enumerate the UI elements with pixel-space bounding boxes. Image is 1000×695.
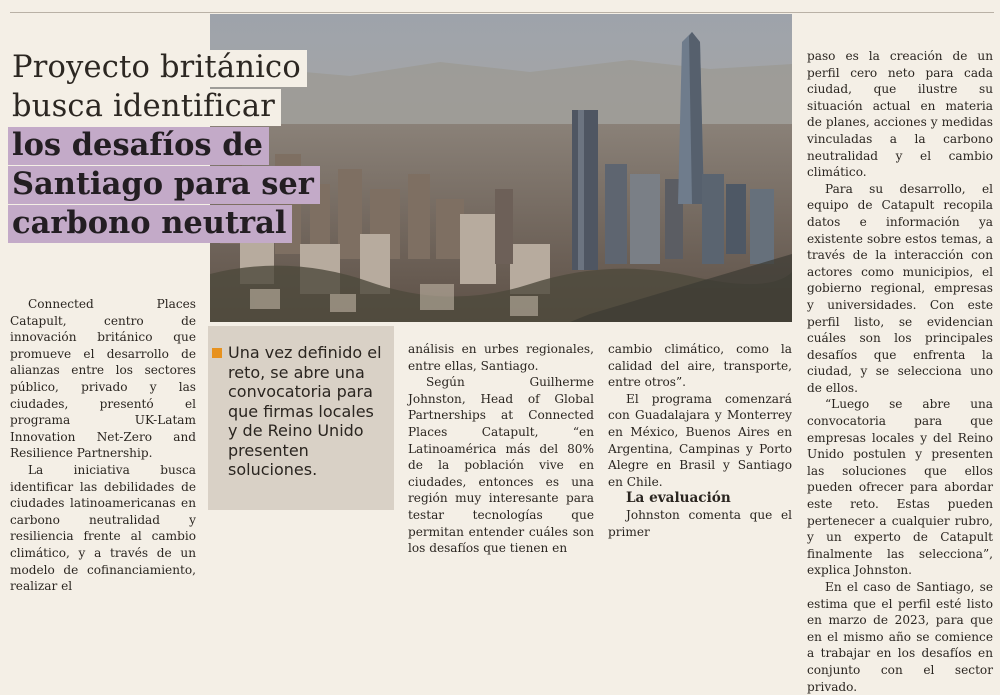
col3-paragraph-1: análisis en urbes regionales, entre ellas, Santiago. <box>408 342 594 373</box>
col4-paragraph-3: Johnston comenta que el primer <box>608 507 792 539</box>
headline-line-5: carbono neutral <box>8 205 292 243</box>
headline-line-2: busca identificar <box>8 89 281 126</box>
pull-quote-text: Una vez definido el reto, se abre una convocatoria para que firmas locales y de Reino Unido presenten soluciones. <box>228 343 382 479</box>
col5-paragraph-2: Para su desarrollo, el equipo de Catapult recopila datos e información ya existente sobre estos temas, a través de la interacción con actores como municipios, el gobierno regional, empresas y universidades. Con este perfil listo, se evidencian cuáles son los principales desafíos que enfrenta la ciudad, y se selecciona uno de ellos. <box>807 181 993 395</box>
article-column-4 <box>608 341 792 540</box>
headline <box>8 48 328 243</box>
pull-quote-box <box>208 326 394 510</box>
col1-paragraph-2: La iniciativa busca identificar las debilidades de ciudades latinoamericanas en carbono neutralidad y resiliencia frente al cambio climático, y a través de un modelo de cofinanciamiento, realizar el <box>10 462 196 594</box>
top-rule <box>10 12 994 13</box>
article-column-5 <box>807 48 993 695</box>
article-column-3 <box>408 341 594 557</box>
col4-paragraph-1: cambio climático, como la calidad del aire, transporte, entre otros”. <box>608 342 792 390</box>
col5-paragraph-3: “Luego se abre una convocatoria para que empresas locales y del Reino Unido postulen y presenten las soluciones que ellos pueden ofrecer para abordar este reto. Estas pueden pertenecer a cualquier rubro, y un experto de Catapult finalmente las selecciona”, explica Johnston. <box>807 397 993 578</box>
orange-square-marker-icon <box>212 348 222 358</box>
headline-line-1: Proyecto británico <box>8 50 307 87</box>
col5-paragraph-1: paso es la creación de un perfil cero neto para cada ciudad, que ilustre su situación actual en materia de planes, acciones y medidas vinculadas a la carbono neutralidad y el cambio climático. <box>807 49 993 180</box>
col1-paragraph-1: Connected Places Catapult, centro de innovación británico que promueve el desarrollo de alianzas entre los sectores público, privado y las ciudades, presentó el programa UK-Latam Innovation Net-Zero and Resilience Partnership. <box>10 297 196 461</box>
article-column-1 <box>10 296 196 595</box>
headline-line-4: Santiago para ser <box>8 166 320 204</box>
headline-line-3: los desafíos de <box>8 127 269 165</box>
col4-paragraph-2: El programa comenzará con Guadalajara y Monterrey en México, Buenos Aires en Argentina, Campinas y Porto Alegre en Brasil y Santiago en Chile. <box>608 391 792 489</box>
col3-paragraph-2: Según Guilherme Johnston, Head of Global Partnerships at Connected Places Catapult, “en Latinoamérica más del 80% de la población vive en ciudades, entonces es una región muy interesante para testar tecnologías que permitan entender cuáles son los desafíos que tienen en <box>408 375 594 556</box>
col5-paragraph-4: En el caso de Santiago, se estima que el perfil esté listo en marzo de 2023, para que en el mismo año se comience a trabajar en los desafíos en conjunto con el sector privado. <box>807 580 993 694</box>
section-subheading: La evaluación <box>626 490 731 507</box>
